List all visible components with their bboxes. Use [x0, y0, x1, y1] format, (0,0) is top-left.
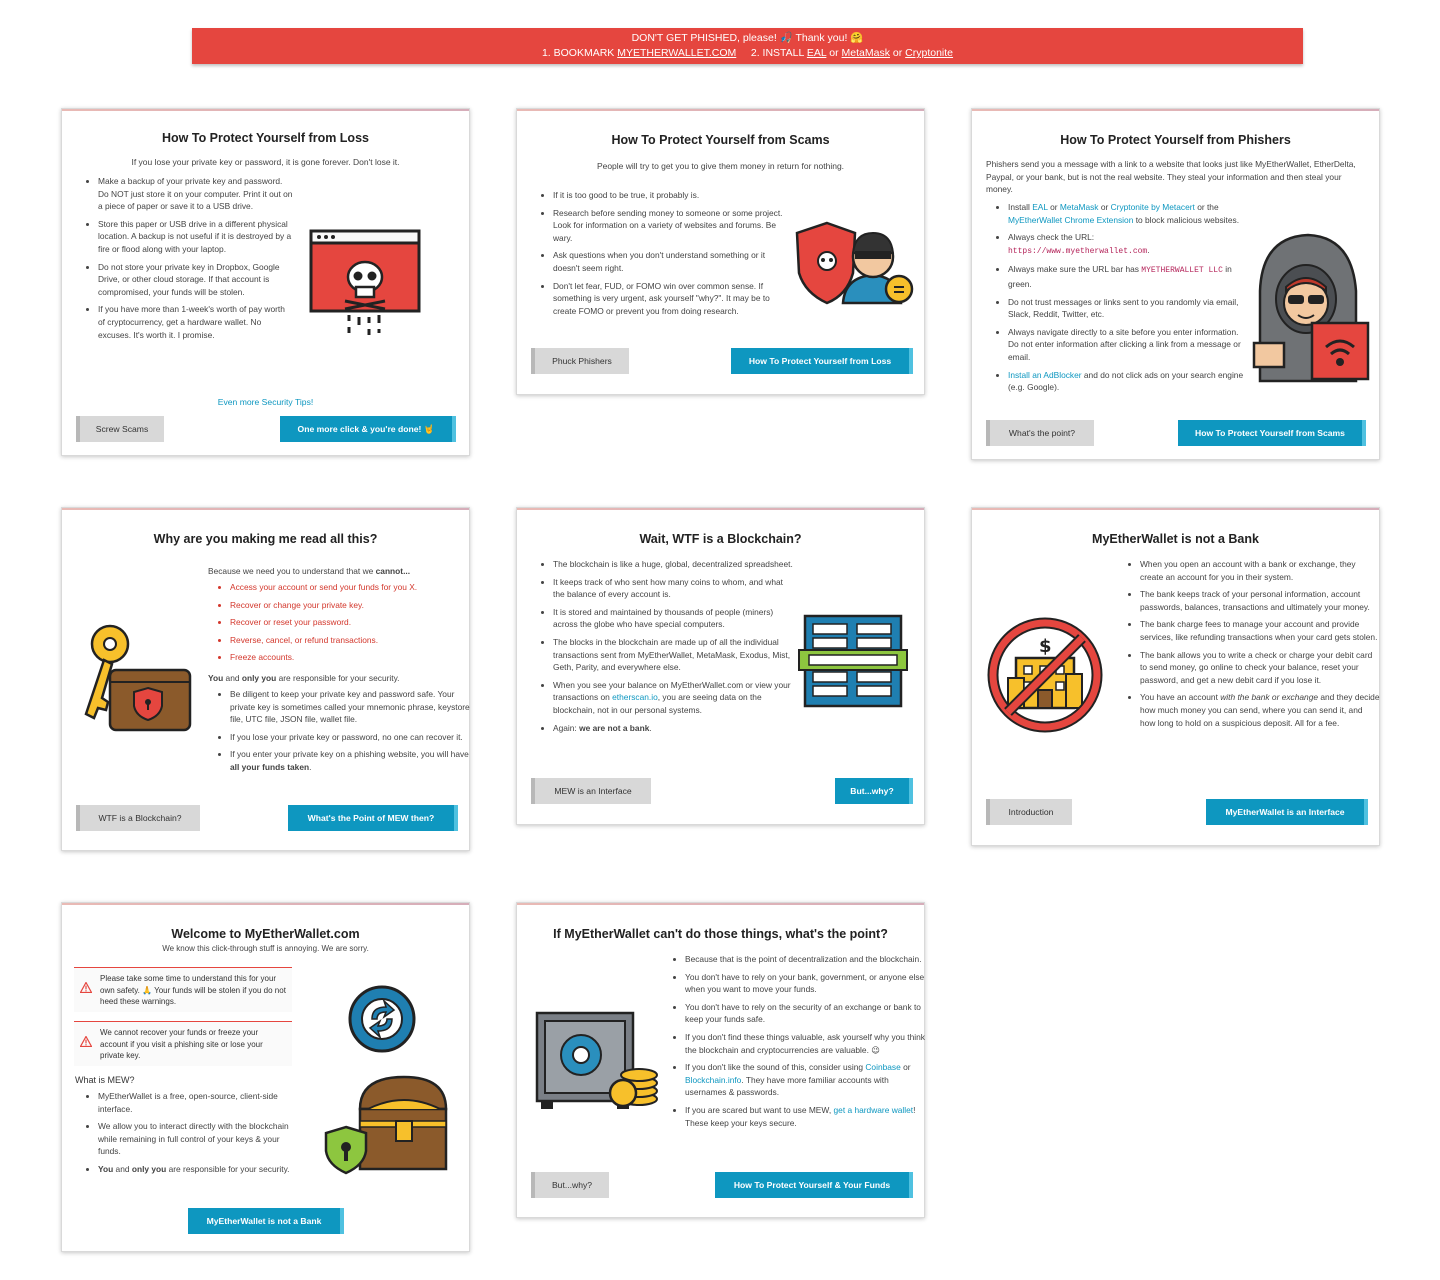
list-item: • Store this paper or USB drive in a different physical location. A backup is not useful if it is destroyed by a fire or flood along with your laptop.: [98, 218, 294, 256]
mew-interface-button[interactable]: MEW is an Interface: [531, 778, 651, 804]
card-protect-from-loss: [61, 108, 470, 456]
card-title: Wait, WTF is a Blockchain?: [639, 532, 802, 546]
phuck-phishers-button[interactable]: Phuck Phishers: [531, 348, 629, 374]
list-item: • Install an AdBlocker and do not click ads on your search engine (e.g. Google).: [1008, 369, 1248, 394]
phishers-tips-list: [995, 201, 1248, 399]
list-item: • You and only you are responsible for your security.: [98, 1163, 294, 1176]
scams-tips-list: [540, 189, 793, 322]
screw-scams-button[interactable]: Screw Scams: [76, 416, 164, 442]
list-item: • When you see your balance on MyEtherWallet.com or view your transactions on etherscan.io, you are seeing data on the blockchain, not in our personal systems.: [553, 679, 793, 717]
phishers-intro: Phishers send you a message with a link to a website that looks just like MyEtherWallet, EtherDelta, Paypal, or your bank, but is not the real website. They steal your information and then steal your money.: [986, 159, 1356, 195]
card-what-is-blockchain: [516, 507, 925, 825]
list-item: • It keeps track of who sent how many coins to whom, and what the balance of every account is.: [553, 576, 793, 601]
eal-link[interactable]: EAL: [1032, 202, 1048, 212]
warning-box-recovery: We cannot recover your funds or freeze your account if you visit a phishing site or lose your private key.: [74, 1021, 292, 1066]
list-item: • Access your account or send your funds for you X.: [230, 581, 470, 594]
list-item: • Don't let fear, FUD, or FOMO win over common sense. If something is very urgent, ask yourself "why?". It may be to create FOMO or prevent you from doing research.: [553, 280, 793, 318]
card-title: If MyEtherWallet can't do those things, what's the point?: [553, 927, 888, 941]
card-title: Welcome to MyEtherWallet.com: [171, 927, 360, 941]
card-title: Why are you making me read all this?: [153, 532, 378, 546]
list-item: • If you enter your private key on a phishing website, you will have all your funds taken.: [230, 748, 470, 773]
list-item: • Do not store your private key in Dropbox, Google Drive, or other cloud storage. If that account is compromised, your funds will be stolen.: [98, 261, 294, 299]
hacked-browser-skull-icon: [307, 229, 423, 339]
bookmark-link[interactable]: MYETHERWALLET.COM: [617, 47, 737, 59]
metamask-link[interactable]: MetaMask: [841, 47, 890, 59]
treasure-chest-icon: [318, 1069, 450, 1181]
svg-text:$: $: [1039, 636, 1052, 657]
protect-from-scams-button[interactable]: How To Protect Yourself from Scams: [1178, 420, 1366, 446]
why-tips-list: [217, 688, 470, 779]
blockchain-list: [540, 558, 793, 739]
list-item: • Always make sure the URL bar has MYETHERWALLET LLC in green.: [1008, 263, 1248, 290]
mew-logo-icon: [346, 983, 418, 1055]
cannot-lead: Because we need you to understand that we cannot...: [208, 566, 411, 576]
list-item: • Freeze accounts.: [230, 651, 470, 664]
card-title: How To Protect Yourself from Scams: [611, 133, 830, 147]
card-subtitle: We know this click-through stuff is annoying. We are sorry.: [162, 944, 369, 953]
cryptonite-link[interactable]: Cryptonite by Metacert: [1110, 202, 1195, 212]
card-protect-from-scams: [516, 108, 925, 395]
list-item: • We allow you to interact directly with the blockchain while remaining in full control of your keys & your funds.: [98, 1120, 294, 1158]
whats-the-point-button[interactable]: What's the point?: [986, 420, 1094, 446]
point-list: [672, 953, 925, 1134]
list-item: • Do not trust messages or links sent to you randomly via email, Slack, Reddit, Twitter, etc.: [1008, 296, 1248, 321]
mew-not-bank-button[interactable]: MyEtherWallet is not a Bank: [188, 1208, 344, 1234]
blockchain-info-link[interactable]: Blockchain.info: [685, 1074, 742, 1085]
key-wallet-icon: [76, 622, 194, 734]
cryptonite-link[interactable]: Cryptonite: [905, 47, 954, 59]
phishing-warning-banner: [192, 28, 1303, 64]
list-item: • Again: we are not a bank.: [553, 722, 793, 735]
card-welcome: [61, 902, 470, 1252]
list-item: • Be diligent to keep your private key and password safe. Your private key is sometimes called your mnemonic phrase, keystore file, UTC file, JSON file, wallet file.: [230, 688, 470, 726]
warning-box-safety: Please take some time to understand this for your own safety. 🙏 Your funds will be stolen if you do not heed these warnings.: [74, 967, 292, 1012]
list-item: • The bank allows you to write a check or charge your debit card to send money, go online to check your balance, reset your password, and get a new debit card if you lose it.: [1140, 649, 1380, 687]
hardware-wallet-link[interactable]: get a hardware wallet: [833, 1104, 914, 1115]
point-of-mew-button[interactable]: What's the Point of MEW then?: [288, 805, 458, 831]
list-item: • Recover or change your private key.: [230, 599, 470, 612]
card-title: How To Protect Yourself from Phishers: [1060, 133, 1291, 147]
list-item: • If it is too good to be true, it probably is.: [553, 189, 793, 202]
protect-yourself-funds-button[interactable]: How To Protect Yourself & Your Funds: [715, 1172, 913, 1198]
list-item: • You don't have to rely on your bank, government, or anyone else when you want to move your funds.: [685, 971, 925, 996]
list-item: • If you don't find these things valuable, ask yourself why you think the blockchain and cryptocurrencies are valuable. 😉: [685, 1031, 925, 1056]
etherscan-link[interactable]: etherscan.io: [612, 692, 658, 703]
mew-is-interface-button[interactable]: MyEtherWallet is an Interface: [1206, 799, 1368, 825]
what-is-mew-heading: What is MEW?: [75, 1075, 135, 1085]
card-title: MyEtherWallet is not a Bank: [1092, 532, 1259, 546]
list-item: • If you don't like the sound of this, consider using Coinbase or Blockchain.info. They have more familiar accounts with usernames & passwords.: [685, 1061, 925, 1099]
list-item: • It is stored and maintained by thousands of people (miners) across the globe who have special computers.: [553, 606, 793, 631]
loss-tips-list: [85, 175, 294, 346]
no-bank-icon: [986, 616, 1104, 734]
safe-coins-icon: [531, 1007, 663, 1117]
list-item: • Install EAL or MetaMask or Cryptonite by Metacert or the MyEtherWallet Chrome Extension to block malicious websites.: [1008, 201, 1248, 226]
bank-list: [1127, 558, 1380, 734]
but-why-button[interactable]: But...why?: [531, 1172, 609, 1198]
one-more-click-button[interactable]: One more click & you're done! 🤘: [280, 416, 456, 442]
list-item: • Reverse, cancel, or refund transactions.: [230, 634, 470, 647]
wtf-blockchain-button[interactable]: WTF is a Blockchain?: [76, 805, 200, 831]
list-item: • If you lose your private key or password, no one can recover it.: [230, 731, 470, 744]
list-item: • You don't have to rely on the security of an exchange or bank to keep your funds safe.: [685, 1001, 925, 1026]
mew-url: https://www.myetherwallet.com: [1008, 246, 1148, 256]
adblocker-link[interactable]: Install an AdBlocker: [1008, 369, 1082, 380]
list-item: • If you are scared but want to use MEW, get a hardware wallet! These keep your keys secure.: [685, 1104, 925, 1129]
card-subtitle: People will try to get you to give them money in return for nothing.: [596, 161, 845, 171]
list-item: • Recover or reset your password.: [230, 616, 470, 629]
card-not-a-bank: [971, 507, 1380, 846]
card-whats-the-point: [516, 902, 925, 1218]
metamask-link[interactable]: MetaMask: [1059, 202, 1099, 212]
card-why-read: [61, 507, 470, 851]
list-item: • Always navigate directly to a site before you enter information. Do not enter information after clicking a link from a message or email.: [1008, 326, 1248, 364]
cannot-list: [217, 581, 470, 669]
list-item: • When you open an account with a bank or exchange, they create an account for you in their system.: [1140, 558, 1380, 583]
list-item: • Make a backup of your private key and password. Do NOT just store it on your computer. Print it out on a piece of paper or save it to a USB drive.: [98, 175, 294, 213]
spreadsheet-icon: [797, 612, 909, 710]
list-item: • Because that is the point of decentralization and the blockchain.: [685, 953, 925, 966]
list-item: • The blocks in the blockchain are made up of all the individual transactions sent from MyEtherWallet, MetaMask, Exodus, Mist, Geth, Parity, and everywhere else.: [553, 636, 793, 674]
card-subtitle: If you lose your private key or password, it is gone forever. Don't lose it.: [131, 157, 400, 167]
list-item: • Research before sending money to someone or some project. Look for information on a variety of websites and forums. Be wary.: [553, 207, 793, 245]
responsibility-line: You and only you are responsible for your security.: [208, 673, 400, 683]
list-item: • MyEtherWallet is a free, open-source, client-side interface.: [98, 1090, 294, 1115]
warning-icon: [80, 982, 92, 993]
list-item: • Always check the URL: https://www.myetherwallet.com.: [1008, 231, 1248, 258]
card-protect-from-phishers: [971, 108, 1380, 460]
list-item: • If you have more than 1-week's worth of pay worth of cryptocurrency, get a hardware wallet. No excuses. It's worth it. I promise.: [98, 303, 294, 341]
welcome-list: [85, 1090, 294, 1181]
introduction-button[interactable]: Introduction: [986, 799, 1072, 825]
eal-link[interactable]: EAL: [806, 47, 827, 59]
chrome-extension-link[interactable]: MyEtherWallet Chrome Extension: [1008, 214, 1134, 225]
card-title: How To Protect Yourself from Loss: [162, 131, 369, 145]
list-item: • The bank keeps track of your personal information, account passwords, balances, transactions and ultimately your money.: [1140, 588, 1380, 613]
list-item: • The blockchain is like a huge, global, decentralized spreadsheet.: [553, 558, 793, 571]
protect-from-loss-button[interactable]: How To Protect Yourself from Loss: [731, 348, 913, 374]
more-security-tips-link[interactable]: Even more Security Tips!: [217, 397, 314, 407]
but-why-button[interactable]: But...why?: [835, 778, 913, 804]
hooded-phisher-icon: [1248, 231, 1370, 383]
scammer-shield-icon: [795, 217, 915, 307]
list-item: • Ask questions when you don't understand something or it doesn't seem right.: [553, 249, 793, 274]
list-item: • You have an account with the bank or exchange and they decide how much money you can send, where you can send it, and how long to hold on a suspicious deposit. All for a fee.: [1140, 691, 1380, 729]
warning-icon: [80, 1036, 92, 1047]
list-item: • The bank charge fees to manage your account and provide services, like refunding transactions when your card gets stolen.: [1140, 618, 1380, 643]
coinbase-link[interactable]: Coinbase: [865, 1062, 901, 1073]
banner-line-2: 1. BOOKMARK MYETHERWALLET.COM 2. INSTALL EAL or MetaMask or Cryptonite: [541, 47, 954, 59]
banner-line-1: DON'T GET PHISHED, please! 🎣 Thank you! 🤗: [631, 32, 864, 44]
